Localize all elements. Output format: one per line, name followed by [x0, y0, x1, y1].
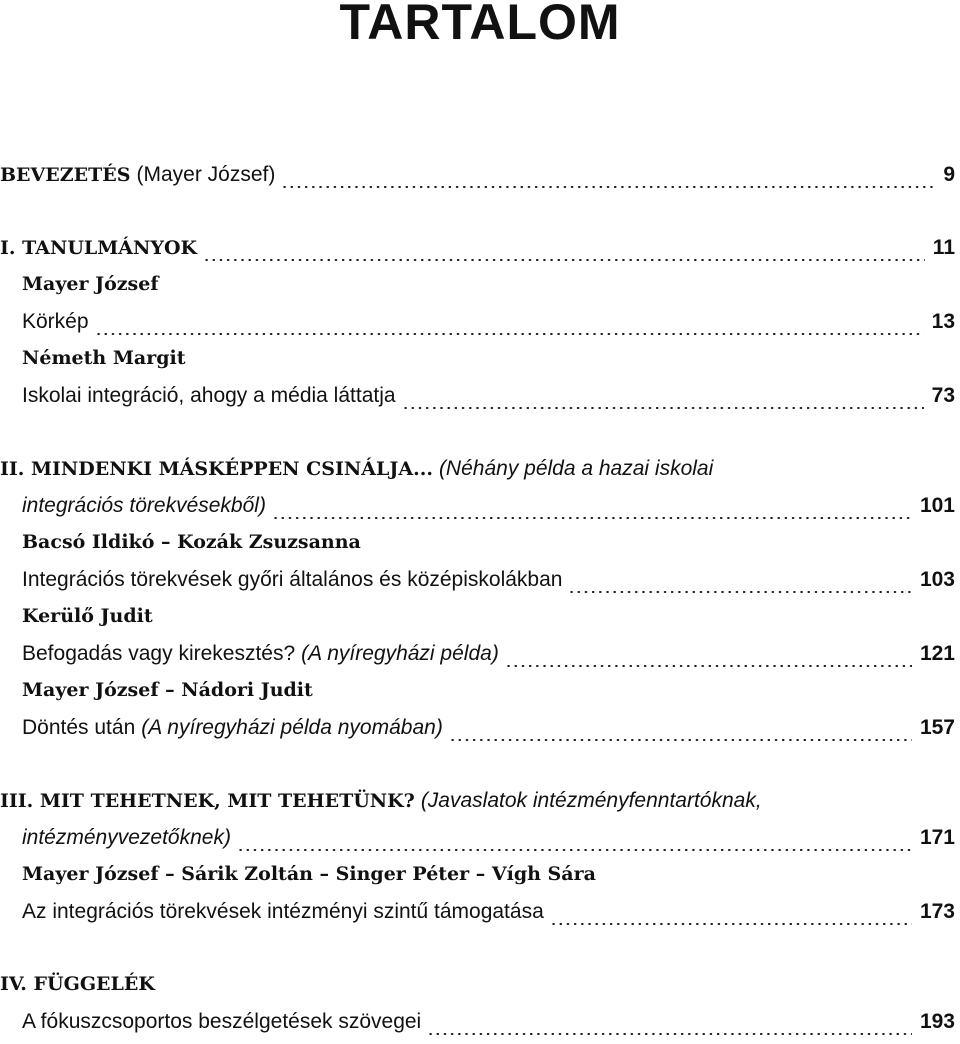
author-name: Mayer József: [22, 273, 159, 295]
dot-leader: [550, 923, 912, 925]
toc-section-heading[interactable]: [0, 973, 955, 1007]
dot-leader: [402, 407, 924, 409]
page-number: 13: [931, 310, 955, 333]
page-number: 171: [919, 826, 955, 849]
entry-title: Körkép: [22, 310, 89, 333]
dot-leader: [427, 1033, 912, 1035]
author-name: Mayer József – Sárik Zoltán – Singer Péter – Vígh Sára: [22, 863, 596, 885]
toc-entry-fokuszcsoport[interactable]: [22, 1010, 955, 1044]
entry-title: A fókuszcsoportos beszélgetések szövegei: [22, 1010, 422, 1033]
toc-entry-intezmenyi-tamogatas[interactable]: [22, 900, 955, 934]
page-number: 173: [919, 900, 955, 923]
page-number: 193: [919, 1010, 955, 1033]
toc-section-heading[interactable]: [0, 457, 955, 491]
entry-title: Az integrációs törekvések intézményi szintű támogatása: [22, 900, 544, 923]
section-heading: I. TANULMÁNYOK: [0, 237, 198, 259]
toc-entry-intezmenyvezetoknek[interactable]: [22, 826, 955, 860]
section-subtitle: (Néhány példa a hazai iskolai: [438, 457, 714, 480]
toc-entry-iskolai-integracio[interactable]: [22, 384, 955, 418]
entry-title: Iskolai integráció, ahogy a média láttatja: [22, 384, 396, 407]
toc-entry-bevezetes[interactable]: [0, 163, 955, 197]
author-name: Kerülő Judit: [22, 605, 153, 627]
dot-leader: [237, 849, 912, 851]
page-title: TARTALOM: [339, 0, 621, 50]
entry-title: Integrációs törekvések győri általános és középiskolákban: [22, 568, 563, 591]
toc-author: [22, 273, 955, 307]
dot-leader: [272, 517, 912, 519]
toc-author: [22, 863, 955, 897]
section-heading: III. MIT TEHETNEK, MIT TEHETÜNK?: [0, 790, 415, 812]
dot-leader: [505, 665, 912, 667]
author-name: Bacsó Ildikó – Kozák Zsuzsanna: [22, 531, 361, 553]
toc-entry-korkep[interactable]: [22, 310, 955, 344]
dot-leader: [568, 591, 911, 593]
toc-entry-dontes-utan[interactable]: [22, 716, 955, 750]
page-number: 9: [943, 163, 955, 186]
toc-entry-integracios-torekvesek[interactable]: [22, 494, 955, 528]
section-subtitle: intézményvezetőknek): [22, 826, 231, 849]
toc-entry-tanulmanyok[interactable]: [0, 236, 955, 270]
entry-title: Döntés után: [22, 716, 136, 739]
author-name: Mayer József – Nádori Judit: [22, 679, 313, 701]
dot-leader: [449, 739, 912, 741]
entry-subtitle: (A nyíregyházi példa): [301, 642, 499, 665]
toc-entry-befogadas[interactable]: [22, 642, 955, 676]
dot-leader: [281, 186, 935, 188]
entry-author-note: (Mayer József): [136, 163, 276, 186]
toc-section-heading[interactable]: [0, 789, 955, 823]
dot-leader: [95, 333, 924, 335]
toc-author: [22, 347, 955, 381]
entry-subtitle: (A nyíregyházi példa nyomában): [141, 716, 443, 739]
author-name: Németh Margit: [22, 347, 186, 369]
toc-entry-gyor[interactable]: [22, 568, 955, 602]
page-number: 121: [919, 642, 955, 665]
page-number: 101: [919, 494, 955, 517]
page-number: 103: [919, 568, 955, 591]
dot-leader: [203, 259, 925, 261]
toc-author: [22, 605, 955, 639]
section-heading: II. MINDENKI MÁSKÉPPEN CSINÁLJA...: [0, 458, 433, 480]
section-subtitle: (Javaslatok intézményfenntartóknak,: [420, 789, 762, 812]
toc-author: [22, 531, 955, 565]
entry-title: Befogadás vagy kirekesztés?: [22, 642, 296, 665]
toc-author: [22, 679, 955, 713]
section-subtitle: integrációs törekvésekből): [22, 494, 266, 517]
page-number: 73: [931, 384, 955, 407]
page-number: 11: [932, 236, 955, 259]
page-number: 157: [919, 716, 955, 739]
section-heading: BEVEZETÉS: [0, 164, 131, 186]
section-heading: IV. FÜGGELÉK: [0, 973, 155, 995]
